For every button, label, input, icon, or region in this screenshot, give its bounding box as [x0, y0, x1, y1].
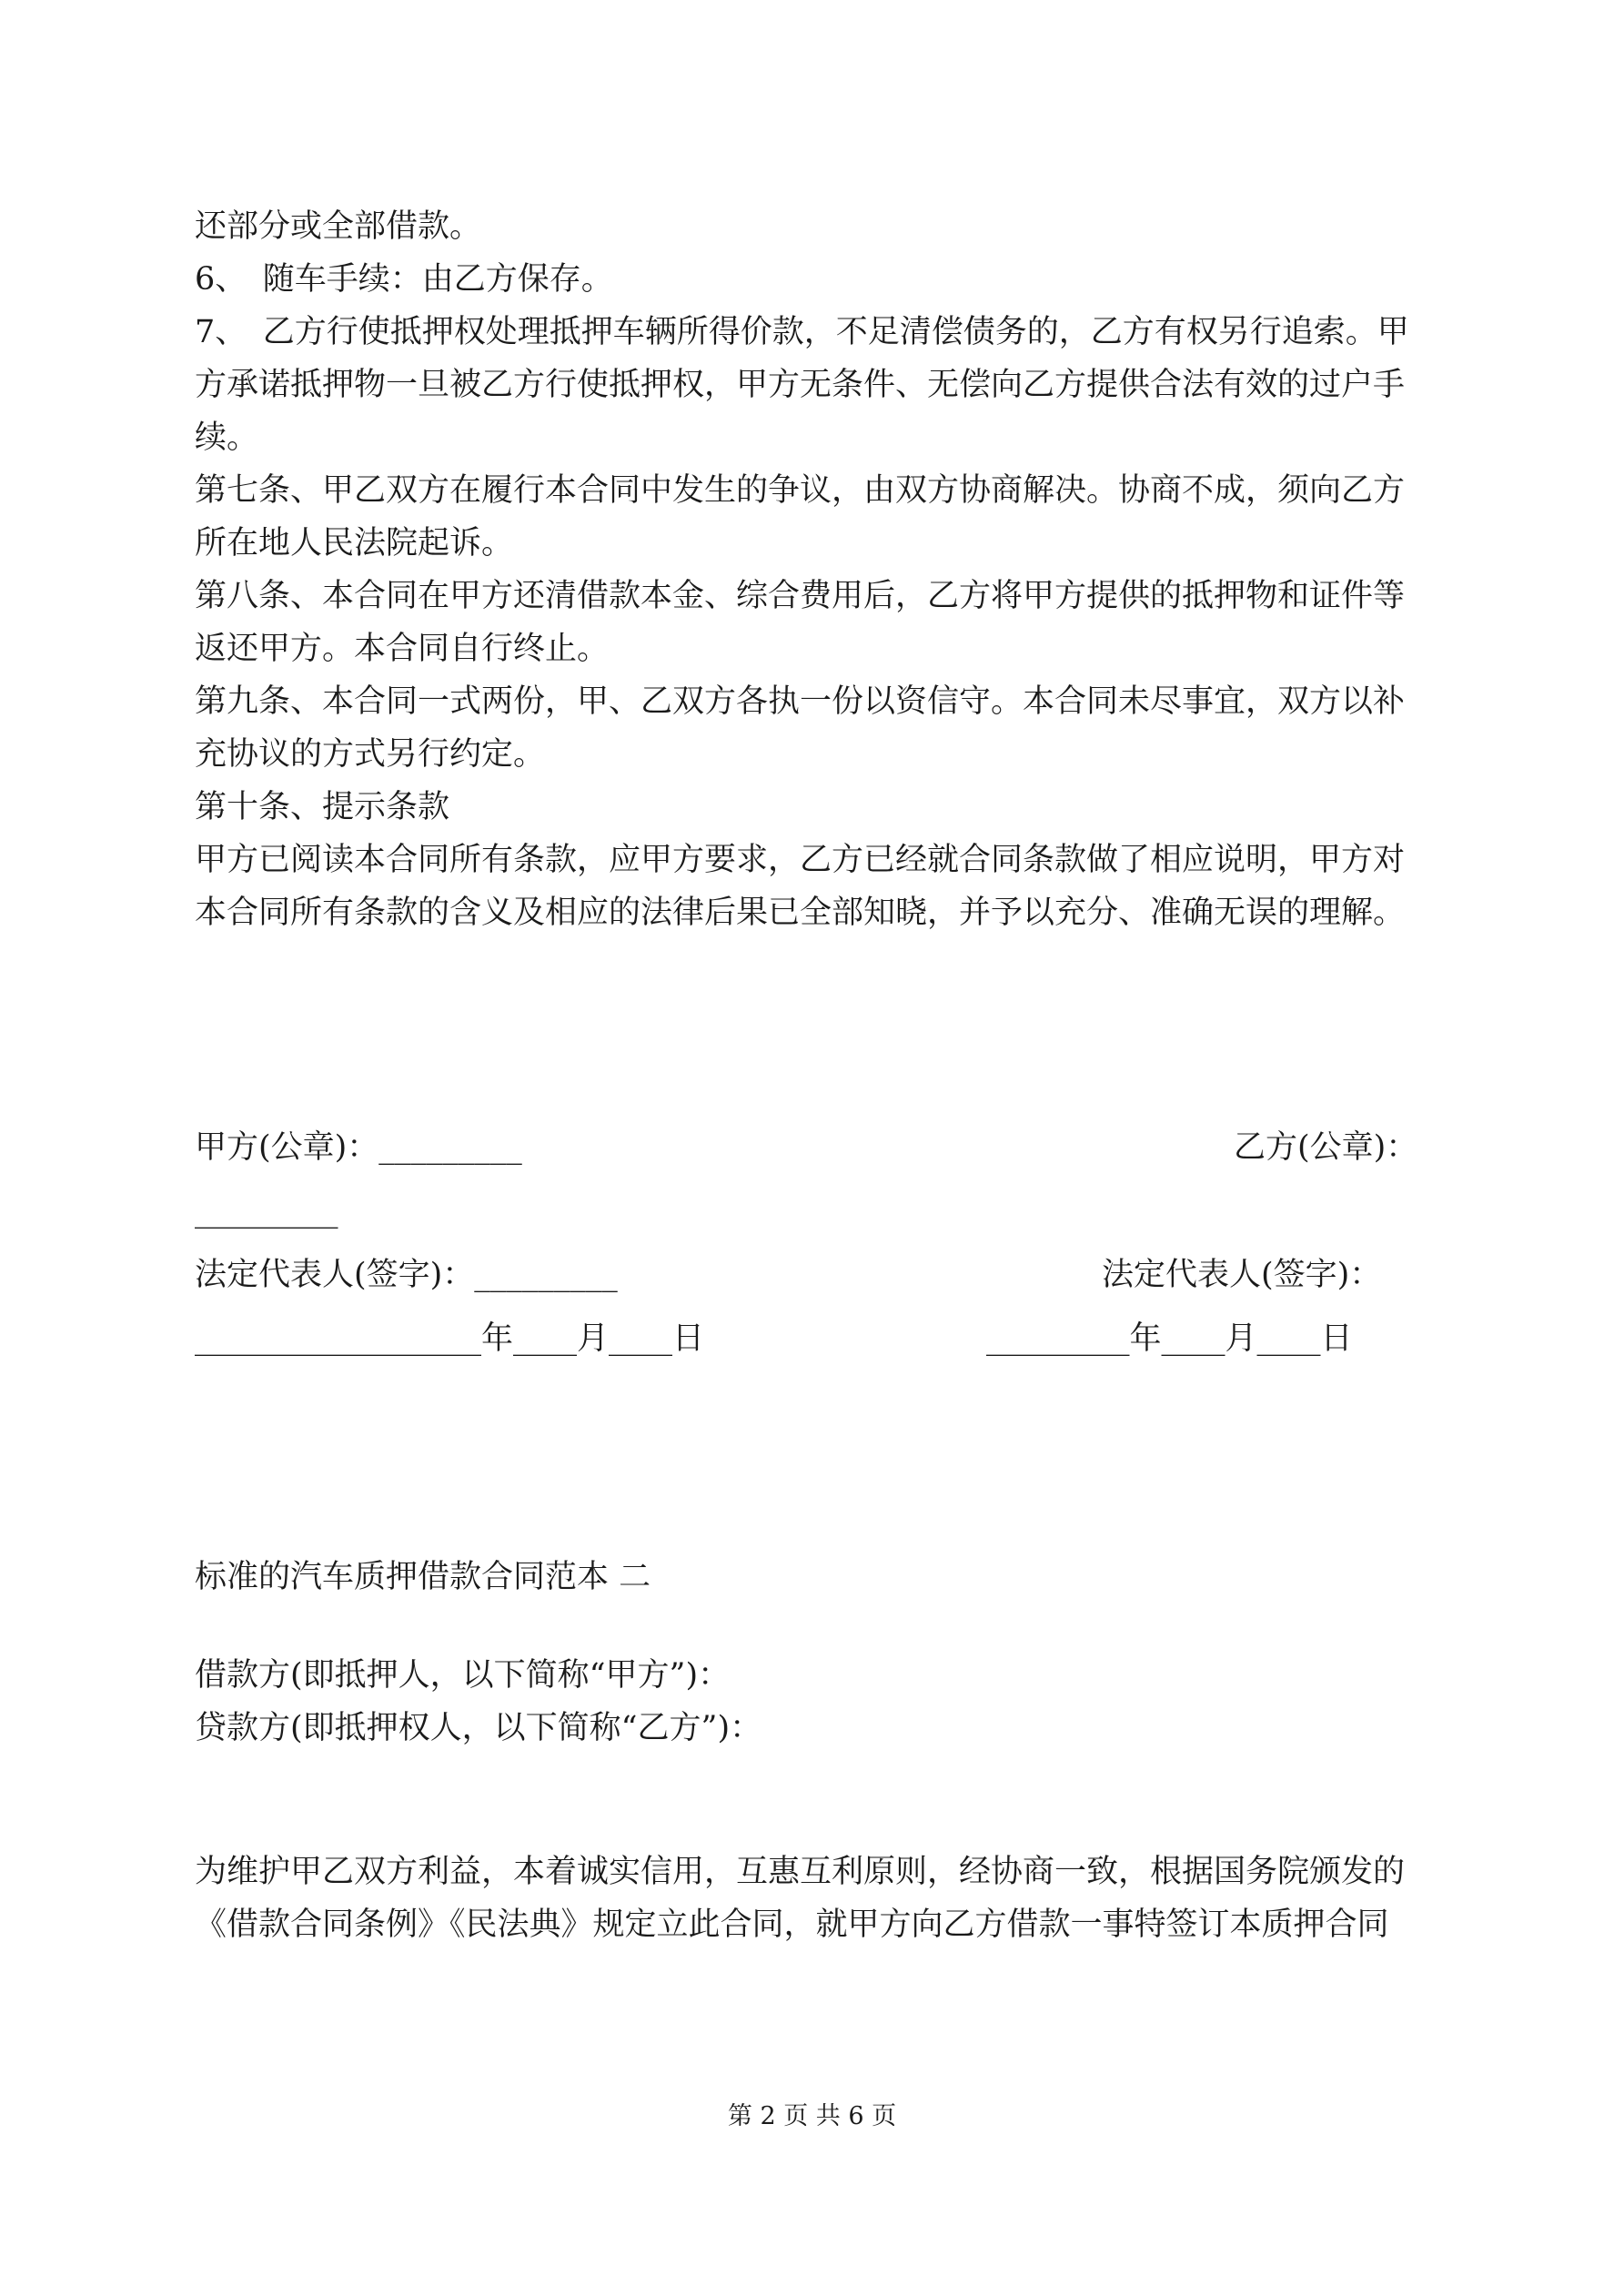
preamble-paragraph: 为维护甲乙双方利益，本着诚实信用，互惠互利原则，经协商一致，根据国务院颁发的《借款合同条例》《民法典》规定立此合同，就甲方向乙方借款一事特签订本质押合同	[195, 1854, 1406, 1943]
paragraph-loan-repay: 还部分或全部借款。	[195, 208, 482, 245]
party-a-seal: 甲方(公章)：_________	[195, 1129, 522, 1166]
article-10-text: 甲方已阅读本合同所有条款，应甲方要求，乙方已经就合同条款做了相应说明，甲方对本合同所有条款的含义及相应的法律后果已全部知晓，并予以充分、准确无误的理解。	[195, 842, 1406, 931]
article-10-heading: 第十条、提示条款	[195, 789, 450, 825]
party-a-date: __________________年____月____日	[195, 1320, 705, 1357]
signature-rep-row	[195, 1249, 1434, 1312]
signature-seal-blank-row	[195, 1185, 1434, 1249]
lender-line: 贷款方(即抵押权人，以下简称“乙方”)：	[195, 1710, 762, 1746]
page-number: 第 2 页 共 6 页	[727, 2102, 897, 2130]
section-two-title: 标准的汽车质押借款合同范本 二	[195, 1559, 651, 1595]
party-a-representative: 法定代表人(签字)：_________	[195, 1257, 618, 1293]
party-b-seal-blank: _________	[195, 1193, 338, 1229]
clause-7-mortgage-rights: 7、 乙方行使抵押权处理抵押车辆所得价款，不足清偿债务的，乙方有权另行追索。甲方承诺抵押物一旦被乙方行使抵押权，甲方无条件、无偿向乙方提供合法有效的过户手续。	[195, 314, 1409, 456]
document-body	[195, 200, 1434, 1951]
article-8-termination: 第八条、本合同在甲方还清借款本金、综合费用后，乙方将甲方提供的抵押物和证件等返还甲方。本合同自行终止。	[195, 578, 1406, 667]
party-b-date: _________年____月____日	[986, 1320, 1353, 1357]
clause-6-vehicle-documents: 6、 随车手续：由乙方保存。	[195, 261, 613, 298]
party-b-seal: 乙方(公章)：	[1234, 1129, 1418, 1166]
article-7-disputes: 第七条、甲乙双方在履行本合同中发生的争议，由双方协商解决。协商不成，须向乙方所在地人民法院起诉。	[195, 472, 1406, 561]
party-b-representative: 法定代表人(签字)：	[1102, 1257, 1382, 1293]
article-9-copies: 第九条、本合同一式两份，甲、乙双方各执一份以资信守。本合同未尽事宜，双方以补充协议的方式另行约定。	[195, 683, 1406, 773]
borrower-line: 借款方(即抵押人，以下简称“甲方”)：	[195, 1657, 731, 1694]
signature-date-row	[195, 1312, 1434, 1376]
signature-seal-row	[195, 1121, 1434, 1185]
